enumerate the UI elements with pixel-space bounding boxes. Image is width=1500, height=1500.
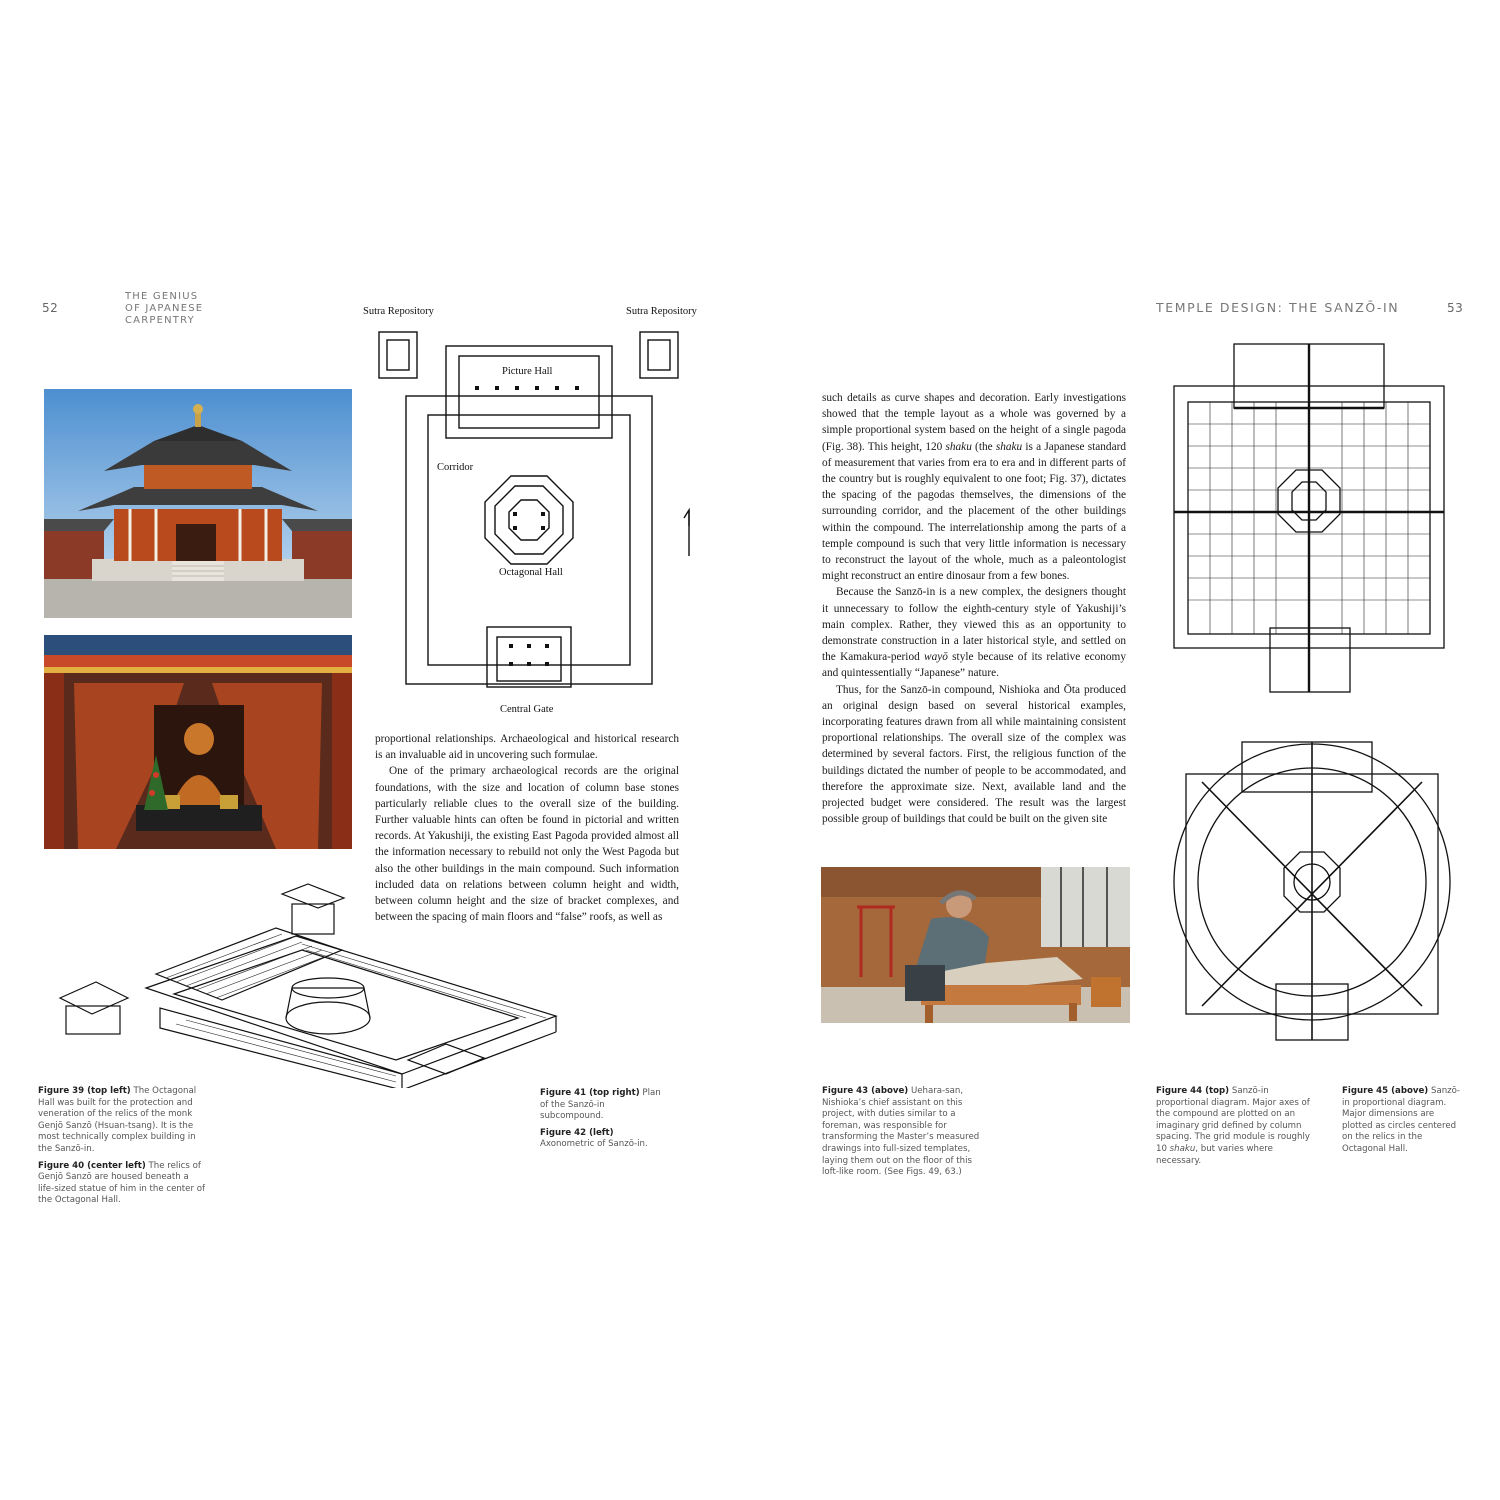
running-head-line: CARPENTRY (125, 315, 195, 326)
body-emphasis: wayō (924, 651, 948, 664)
plan-label-sutra-right: Sutra Repository (626, 306, 697, 317)
running-head-line: THE GENIUS (125, 291, 199, 302)
body-text-run: Because the Sanzō-in is a new complex, the designers thought it unnecessary to follow the eighth-century style of Yakushiji’s main complex. Rather, they viewed this as an opportunity to demonstrate construction in a later historical style, and settled on the Kamakura-period (822, 586, 1126, 664)
right-folio: 53 (1447, 301, 1464, 315)
body-emphasis: shaku (945, 440, 972, 453)
caption-paragraph (822, 1086, 990, 1179)
plan-label-sutra-left: Sutra Repository (363, 306, 434, 317)
body-text-run: (the (971, 440, 996, 453)
body-paragraph: One of the primary archaeological records are the original foundations, with the size and location of column base stones particularly reliable clues to the overall size of the building. Further valuable hints can often be found in pictorial and written records. At Yakushiji, the existing East Pagoda provided almost all the information necessary to rebuild not only the West Pagoda but also the other buildings in the main compound. Such information included data on relations between column height and width, between column height and the size of bracket complexes, and between the spacing of main floors and “false” roofs, as well as (375, 765, 679, 924)
caption-paragraph (1156, 1086, 1316, 1167)
caption-emphasis: shaku (1169, 1143, 1196, 1154)
running-head-line: OF JAPANESE (125, 303, 204, 314)
body-paragraph (822, 390, 1126, 584)
caption-figure-45 (1342, 1086, 1462, 1161)
caption-text: Uehara-san, Nishioka’s chief assistant on this project, with duties similar to a foreman, was responsible for transforming the Master’s measured drawings into full-sized templates, laying them out on the floor of this loft-like room. (See Figs. 49, 63.) (822, 1086, 980, 1178)
body-text-run: style because of its relative economy and quintessentially “Japanese” nature. (822, 651, 1126, 680)
caption-figure-39 (38, 1086, 206, 1156)
caption-figure-44 (1156, 1086, 1316, 1172)
figure-44-grid-diagram (1164, 332, 1454, 702)
figure-40-photo (44, 635, 352, 849)
plan-label-octagonal-hall: Octagonal Hall (499, 567, 563, 578)
caption-text: Plan of the Sanzō-in subcompound. (540, 1088, 661, 1122)
caption-text: Sanzō-in proportional diagram. Major dimensions are plotted as circles centered on the relics in the Octagonal Hall. (1342, 1086, 1461, 1154)
body-text-run: such details as curve shapes and decoration. Early investigations showed that the temple layout as a whole was governed by a simple proportional system based on the height of a single pagoda (Fig. 38). This height, 120 (822, 392, 1126, 453)
caption-figure-43 (822, 1086, 990, 1184)
caption-text: The Octagonal Hall was built for the protection and veneration of the relics of the monk Genjō Sanzō (Hsuan-tsang). It is the most technically complex building in the Sanzō-in. (38, 1086, 197, 1154)
body-paragraph (822, 584, 1126, 681)
figure-41-plan (355, 300, 715, 720)
plan-label-corridor: Corridor (437, 462, 474, 473)
left-caption-block (38, 1086, 206, 1212)
figure-39-photo (44, 389, 352, 618)
caption-figure-42 (540, 1128, 670, 1151)
caption-label: Figure 43 (above) (822, 1086, 909, 1096)
caption-label: Figure 45 (above) (1342, 1086, 1429, 1096)
right-body-text (822, 390, 1126, 827)
plan-label-picture-hall: Picture Hall (502, 366, 553, 377)
caption-text: , but varies where necessary. (1156, 1143, 1273, 1166)
middle-caption-block (540, 1088, 670, 1156)
caption-label: Figure 41 (top right) (540, 1088, 640, 1098)
left-folio: 52 (42, 301, 59, 315)
figure-43-photo (821, 867, 1130, 1023)
caption-figure-40 (38, 1161, 206, 1207)
body-paragraph: Thus, for the Sanzō-in compound, Nishioka and Ōta produced an original design based on several historical examples, incorporating features drawn from all while maintaining consistent proportional relationships. The overall size of the complex was determined by several factors. First, the religious function of the buildings dictated the number of people to be accommodated, and therefore the approximate size. Next, available land and the projected budget were considered. The result was the largest possible group of buildings that could be built on the given site (822, 683, 1126, 826)
body-emphasis: shaku (995, 440, 1023, 453)
figure-42-axonometric (56, 878, 566, 1088)
caption-text: The relics of Genjō Sanzō are housed beneath a life-sized statue of him in the center of the Octagonal Hall. (38, 1160, 206, 1206)
left-running-head (125, 291, 203, 327)
right-running-head: TEMPLE DESIGN: THE SANZŌ-IN (1156, 300, 1400, 315)
caption-label: Figure 40 (center left) (38, 1160, 146, 1171)
body-text-run: is a Japanese standard of measurement that varies from era to era and in different parts of the country but is roughly equivalent to one foot; Fig. 37), dictates the spacing of the pagodas themselves, the dimensions of the surrounding corridor, and the placement of the other buildings within the compound. The interrelationship among the parts of a temple compound is such that very little information is necessary to reconstruct the layout of the whole, much as a paleontologist might reconstruct an entire dinosaur from a few bones. (822, 440, 1126, 583)
caption-label: Figure 44 (top) (1156, 1086, 1230, 1096)
caption-label: Figure 42 (left) (540, 1127, 614, 1138)
caption-figure-41 (540, 1088, 670, 1123)
caption-label: Figure 39 (top left) (38, 1086, 131, 1096)
figure-45-circle-diagram (1172, 722, 1452, 1052)
caption-paragraph (1342, 1086, 1462, 1156)
body-paragraph: proportional relationships. Archaeological and historical research is an invaluable aid in uncovering such formulae. (375, 733, 679, 762)
plan-label-central-gate: Central Gate (500, 704, 554, 715)
caption-text: Sanzō-in proportional diagram. Major axes of the compound are plotted on an imaginary grid defined by column spacing. The grid module is roughly 10 (1156, 1086, 1310, 1154)
caption-text: Axonometric of Sanzō-in. (540, 1139, 648, 1150)
